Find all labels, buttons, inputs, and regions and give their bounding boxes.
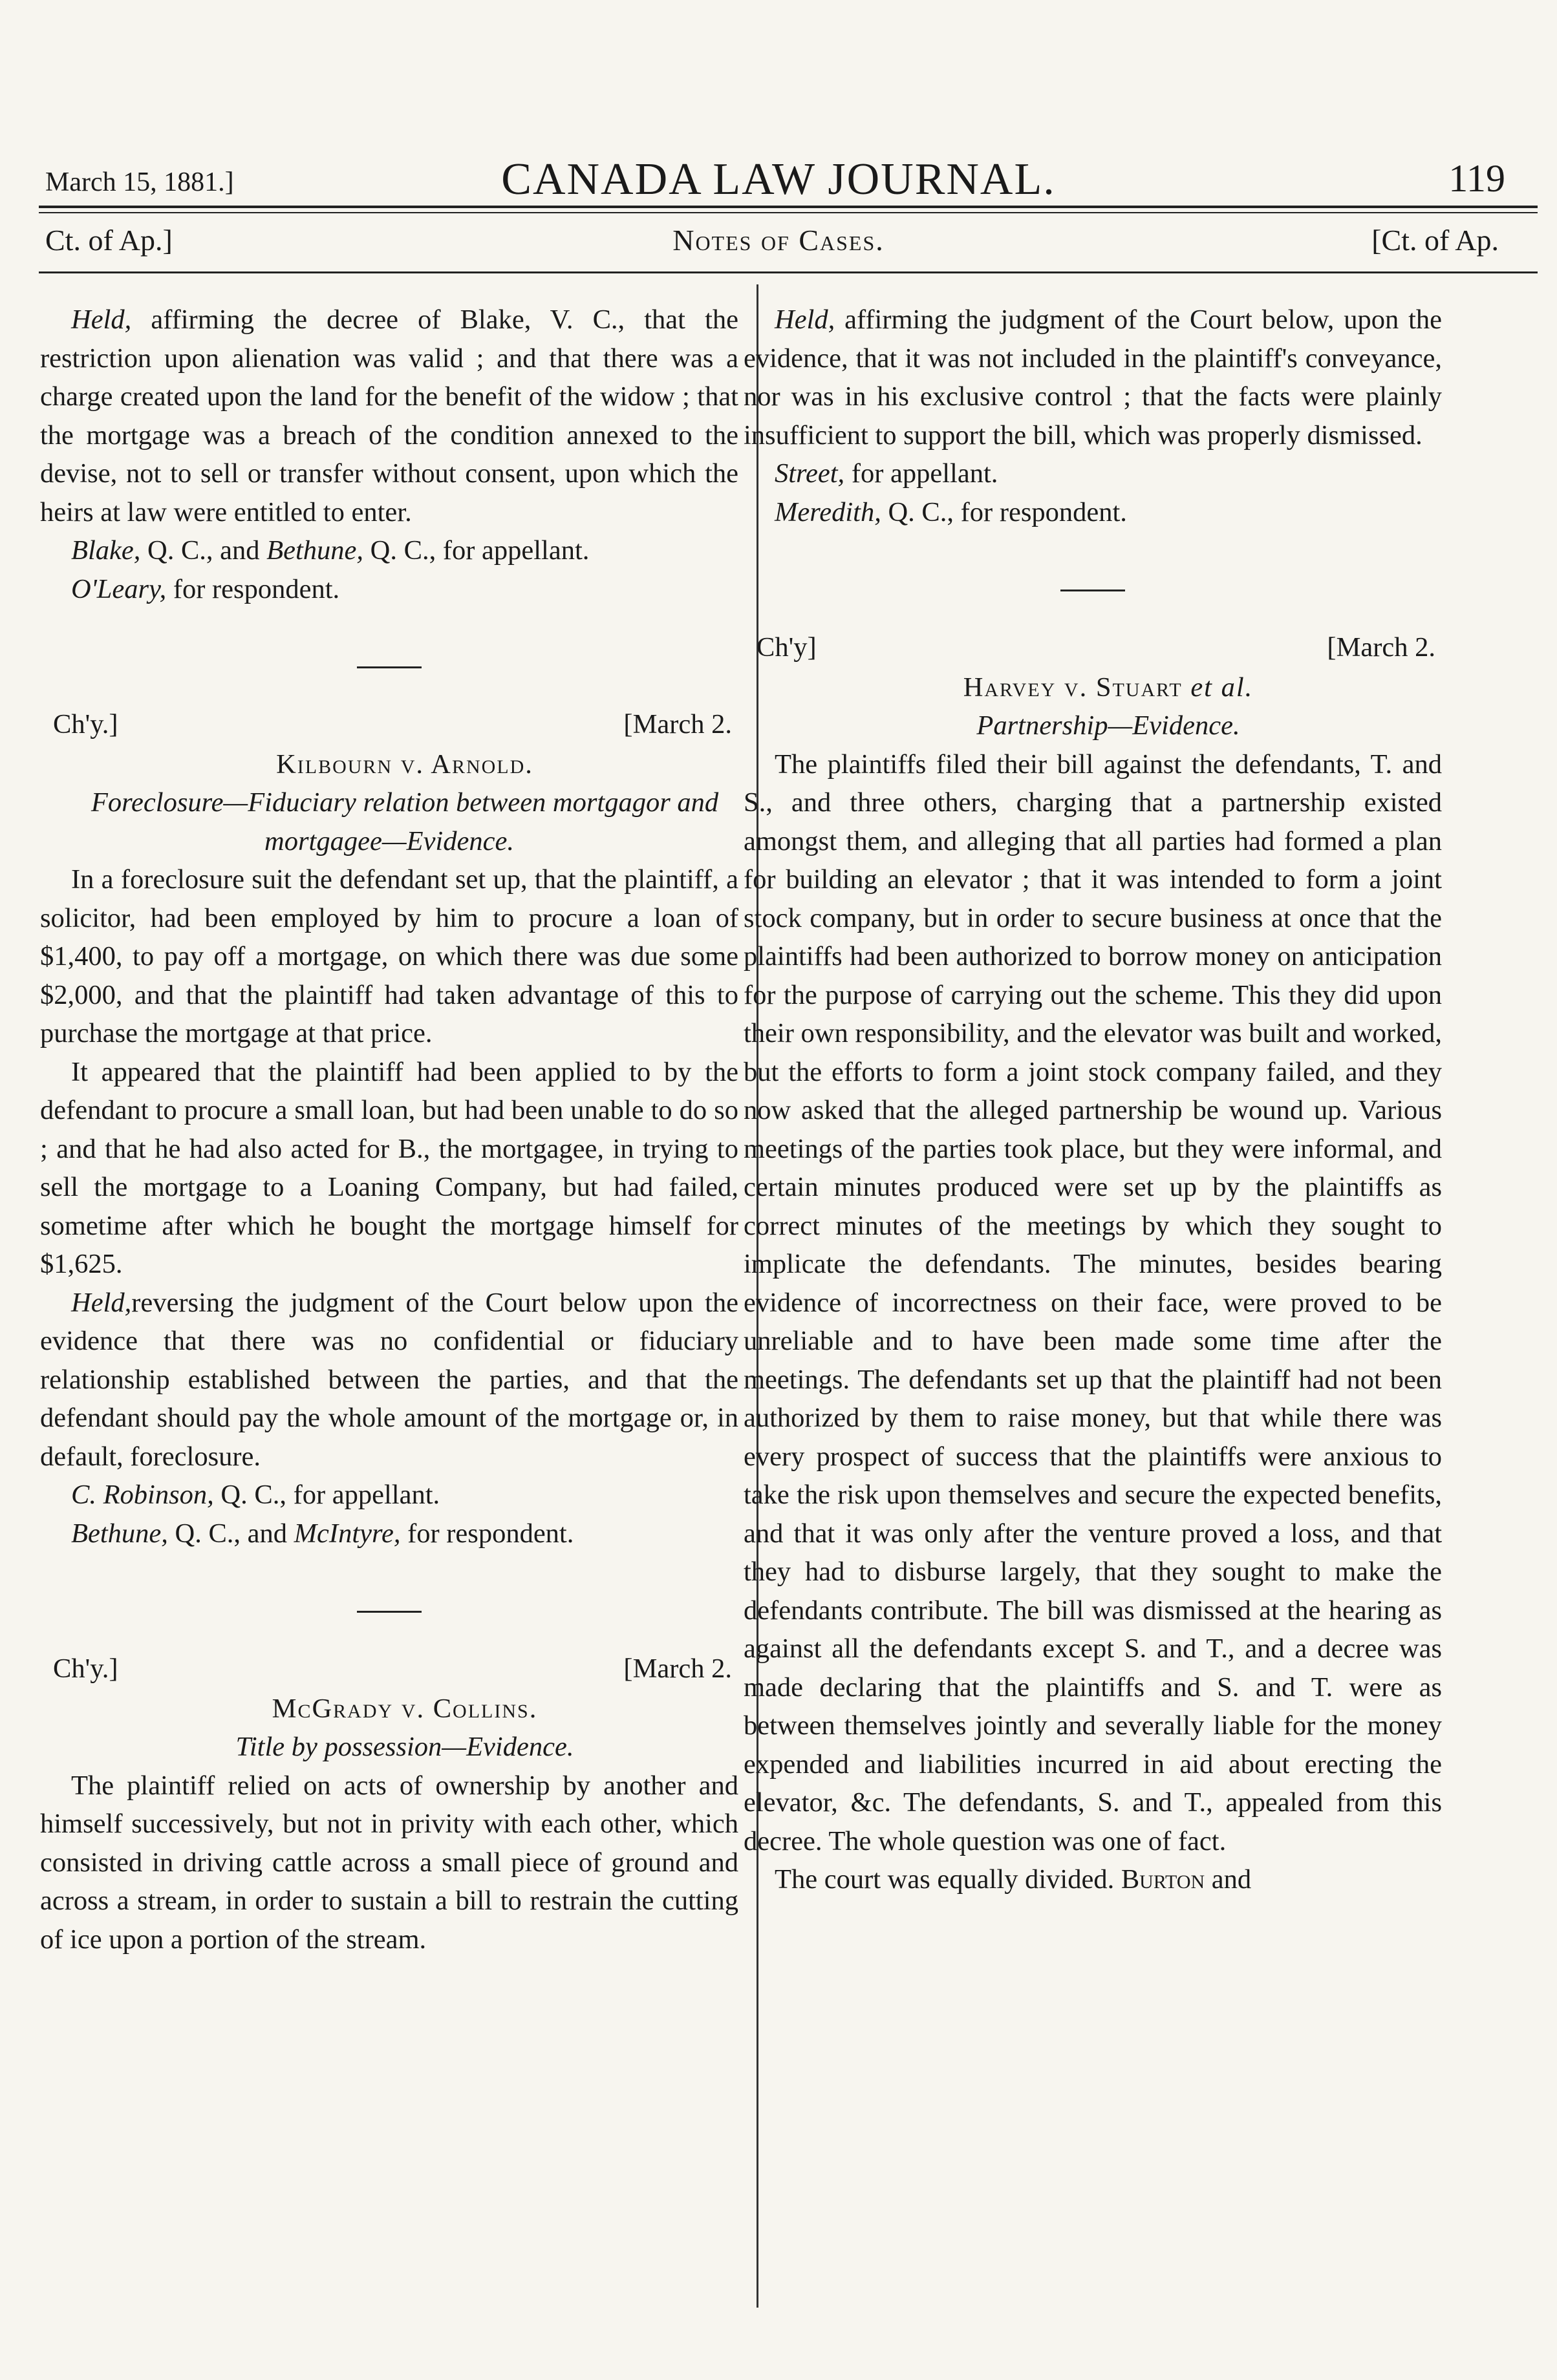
- header-rule: [39, 206, 1538, 208]
- journal-title: CANADA LAW JOURNAL.: [501, 154, 1056, 204]
- case-paragraph: The plaintiffs filed their bill against the defendants, T. and S., and three others, charging that a partnership existed amongst them, and alleging that all parties had formed a plan for building an elevator ; that it was intended to form a joint stock company, but in order to secure business at once that the plaintiffs had been authorized to borrow money on anticipation for the purpose of carrying out the scheme. This they did upon their own responsibility, and the elevator was built and worked, but the efforts to form a joint stock company failed, and they now asked that the alleged partnership be wound up. Various meetings of the parties took place, but they were informal, and certain minutes produced were set up by the plaintiffs as correct minutes of the meetings by which they sought to implicate the defendants. The minutes, besides bearing evidence of incorrectness on their face, were proved to be unreliable and to have been made some time after the meetings. The defendants set up that the plaintiff had not been authorized by them to raise money, but that while there was every prospect of success that the plaintiffs were anxious to take the risk upon themselves and secure the expected benefits, and that it was only after the venture proved a loss, and that they had to disburse largely, that they sought to make the defendants contribute. The bill was dismissed at the hearing as against all the defendants except S. and T., and a decree was made declaring that the plaintiffs and S. and T. were as between themselves jointly and severally liable for the money expended and liabilities incurred in aid about erecting the elevator, &c. The defendants, S. and T., appealed from this decree. The whole question was one of fact.: [744, 749, 1442, 1856]
- case-court-line: [40, 705, 738, 745]
- case-court-line: [744, 628, 1442, 668]
- case-court: Ch'y]: [757, 632, 817, 663]
- case-title: Kilbourn v. Arnold.: [276, 749, 533, 780]
- case-topic: Title by possession—Evidence.: [235, 1732, 574, 1762]
- case-date: [March 2.: [1327, 632, 1435, 663]
- court-right: [Ct. of Ap.: [1371, 224, 1499, 257]
- right-column: [744, 301, 1442, 1899]
- counsel-line: C. Robinson, Q. C., for appellant.: [71, 1480, 440, 1510]
- counsel-line: O'Leary, for respondent.: [71, 573, 340, 604]
- held-paragraph: Held, affirming the decree of Blake, V. C., that the restriction upon alienation was valid ; and that there was a charge created upon the land for the benefit of the widow ; that the mortgage was a breach of the condition annexed to the devise, not to sell or transfer without consent, upon which the heirs at law were entitled to enter.: [40, 304, 738, 527]
- case-title: McGrady v. Collins.: [272, 1693, 538, 1724]
- case-separator: [744, 564, 1442, 602]
- case-paragraph: The court was equally divided. Burton and: [775, 1864, 1252, 1895]
- case-court: Ch'y.]: [53, 1653, 118, 1684]
- counsel-line: Meredith, Q. C., for respondent.: [775, 496, 1127, 527]
- case-court: Ch'y.]: [53, 708, 118, 739]
- header-rule-thin: [39, 212, 1538, 213]
- held-paragraph: Held,reversing the judgment of the Court below upon the evidence that there was no confidential or fiduciary relationship established between the parties, and that the defendant should pay the whole amount of the mortgage or, in default, foreclosure.: [40, 1287, 738, 1472]
- counsel-line: Street, for appellant.: [775, 458, 998, 489]
- held-paragraph: Held, affirming the judgment of the Court below, upon the evidence, that it was not included in the plaintiff's conveyance, nor was in his exclusive control ; that the facts were plainly insufficient to support the bill, which was properly dismissed.: [744, 304, 1442, 451]
- section-rule: [39, 271, 1538, 273]
- case-paragraph: In a foreclosure suit the defendant set up, that the plaintiff, a solicitor, had been employed by him to procure a loan of $1,400, to pay off a mortgage, on which there was due some $2,000, and that the plaintiff had taken advantage of this to purchase the mortgage at that price.: [40, 864, 738, 1048]
- court-left: Ct. of Ap.]: [45, 224, 173, 257]
- case-topic: Foreclosure—Fiduciary relation between mortgagor and mortgagee—Evidence.: [91, 787, 719, 856]
- counsel-line: Blake, Q. C., and Bethune, Q. C., for appellant.: [71, 535, 590, 566]
- left-column: [40, 301, 738, 1959]
- counsel-line: Bethune, Q. C., and McIntyre, for respondent.: [71, 1518, 574, 1549]
- case-topic: Partnership—Evidence.: [976, 710, 1240, 741]
- page-number: 119: [1448, 157, 1505, 200]
- case-court-line: [40, 1650, 738, 1690]
- case-paragraph: The plaintiff relied on acts of ownership by another and himself successively, but not in privity with each other, which consisted in driving cattle across a small piece of ground and across a stream, in order to sustain a bill to restrain the cutting of ice upon a portion of the stream.: [40, 1770, 738, 1955]
- section-title: Notes of Cases.: [672, 224, 885, 257]
- judge-name: Burton: [1121, 1864, 1205, 1895]
- section-header: [39, 223, 1518, 268]
- case-separator: [40, 1585, 738, 1624]
- issue-date: March 15, 1881.]: [45, 167, 234, 197]
- case-paragraph: It appeared that the plaintiff had been applied to by the defendant to procure a small loan, but had been unable to do so ; and that he had also acted for B., the mortgagee, in trying to sell the mortgage to a Loaning Company, but had failed, sometime after which he bought the mortgage himself for $1,625.: [40, 1056, 738, 1279]
- case-date: [March 2.: [623, 708, 732, 739]
- running-header: [39, 154, 1518, 206]
- case-separator: [40, 641, 738, 679]
- case-title: Harvey v. Stuart et al.: [963, 672, 1254, 703]
- case-date: [March 2.: [623, 1653, 732, 1684]
